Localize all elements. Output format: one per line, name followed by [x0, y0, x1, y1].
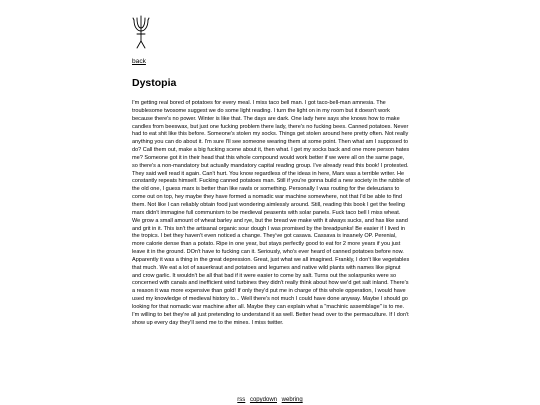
post-body: I'm getting real bored of potatoes for every meal. I miss taco bell man. I got taco-bell-man amnesia. The troublesome twosome suggest we do some light reading. I turn the light on in my room but it doesn't work because there's no power. Winter is like that. The days are dark. One lady here says she knows how to make candles from beeswax, but just one fucking problem there lady, there's no fucking bees. Canned potatoes. Never had to eat shit like this before. Someone's stolen my socks. Things get stolen around here pretty often. Not really anything you can do about it. I'm sure I'll see someone wearing them at some point. Then what am I supposed to do? Call them out, make a big fucking scene about it, then what. I get my socks back and one more person hates me? Someone got it in their head that this whole compound would work better if we were all on the same page, so there's a non-mandatory but actually mandatory capital reading group. I've already read this book! I protested. They said well read it again. Can't hurt. You know regardless of the ideas in here, Marx was a terrible writer. He constantly repeats himself. Fucking canned potatoes man. Still if you're gonna build a new society in the rubble of the old one, I guess marx is better than like rawls or something. Personally I was routing for the deleuzians to come out on top, hey maybe they have formed a nomadic war machine somewhere, not that I'd be able to find them. Not like I can reliably obtain food just wondering aimlessly around. Still, reading this book I get the feeling marx didn't immagine full communism to be medieval peasents with solar panels. Fuck taco bell I miss wheat. We grow a small amount of wheat barley and rye, but the bread we make with it always sucks, and has like sand and grit in it. This isn't the artisanal organic sour dough I was promised by the breadpunks! Be easier if I lived in the tropics. I bet they haven't even noticed a change. They've got casava. Cassava is insanely OP. Perenial, more calorie dense than a potato. Ripe in one year, but stays perfectly good to eat for 2 more years if you just leave it in the ground. DOn't have to fucking can it. Seriously, who's ever heard of canned potatoes before now. Apparently it was a thing in the great depression. Great, just what we all imagined. Frankly, I don't like vegetables that much. We eat a lot of sauerkraut and potatoes and legumes and native wild plants with names like pignut and crow garlic. It wouldn't be all that bad if it were easier to come by salt. Turns out the solarpunks were so concerned with canals and inefficient wind turbines they didn't really think about how we'd get salt inland. There's a reason it was more expensive than gold! If only they'd put me in charge of this whole opperation, I would have used my knowledge of medieval history to... Well there's not much I could have done anyway. Maybe I should go looking for that nomadic war machine after all. Maybe they can explain what a "machinic assemblage" is to me. I'm willing to bet they're all just pretending to understand it as well. Better head over to the permaculture. If I don't show up every day they'll send me to the mines. I miss twitter.: [132, 100, 410, 326]
back-link[interactable]: back: [132, 58, 146, 65]
footer-link-copydown[interactable]: copydown: [249, 397, 277, 403]
page-title: Dystopia: [132, 77, 177, 89]
footer-link-webring[interactable]: webring: [281, 397, 303, 403]
trident-figure-icon: [132, 14, 150, 50]
site-logo[interactable]: [132, 14, 150, 50]
footer-link-rss[interactable]: rss: [237, 397, 246, 403]
footer: [0, 396, 540, 404]
page-content: [132, 14, 410, 327]
